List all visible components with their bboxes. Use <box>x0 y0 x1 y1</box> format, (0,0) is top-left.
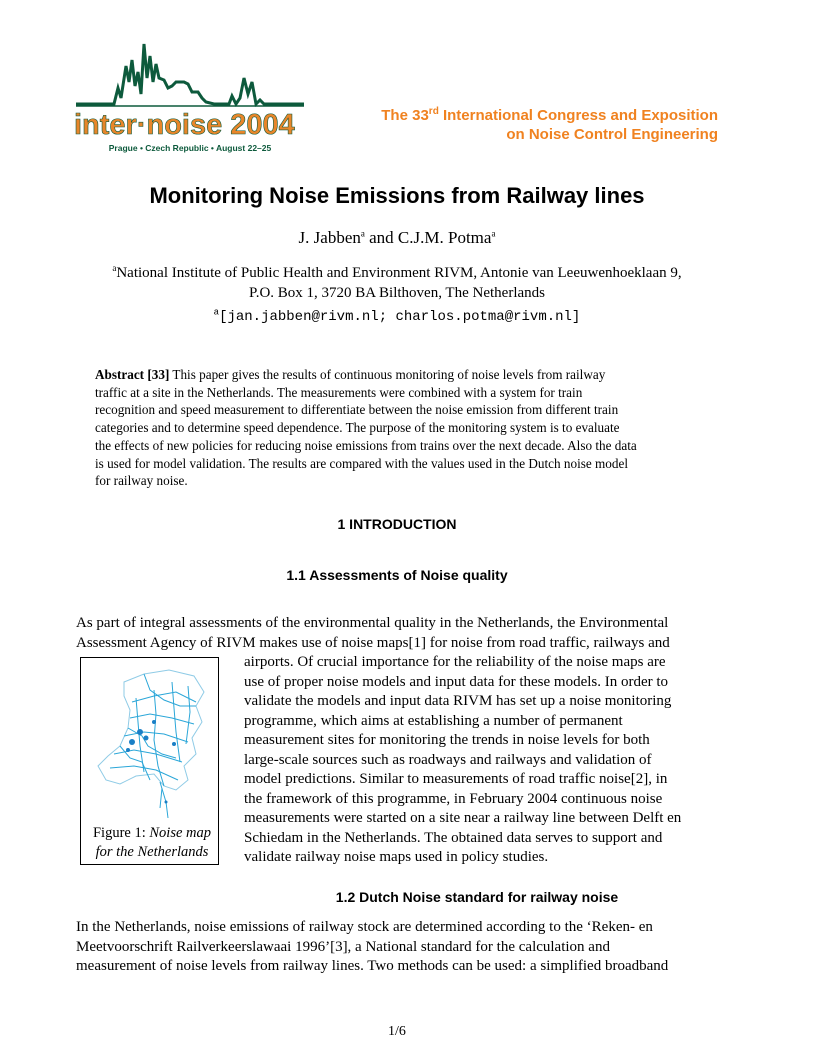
logo-subtitle: Prague • Czech Republic • August 22–25 <box>108 143 272 153</box>
subsection-heading-assessments: 1.1 Assessments of Noise quality <box>286 567 508 583</box>
noise-waveform-icon <box>76 44 304 104</box>
page-number: 1/6 <box>388 1024 406 1039</box>
netherlands-noise-map-image <box>84 662 216 822</box>
affiliation: $^a$National Institute of Public Health and Environment RIVM, Antonie van Leeuwenhoeklaan 9, P.O. Box 1, 3720 BA Bilthoven, The Netherlands <box>112 263 682 301</box>
subsection-heading-dutch-standard: 1.2 Dutch Noise standard for railway noise <box>335 889 619 905</box>
section-heading-introduction: 1 INTRODUCTION <box>337 516 457 532</box>
abstract-label: Abstract [33] <box>95 367 170 382</box>
paper-title: Monitoring Noise Emissions from Railway lines <box>149 183 645 208</box>
congress-name: The 33rd International Congress and Exposition on Noise Control Engineering <box>381 106 718 143</box>
dutch-standard-paragraph: In the Netherlands, noise emissions of railway stock are determined according to the ‘Reken- en Meetvoorschrift Railverkeerslawaai 1996’[3], a National standard for the calculation and measurement of noise levels from railway lines. Two methods can be used: a simplified broadband <box>76 919 669 974</box>
intro-paragraph-wrapped: airports. Of crucial importance for the reliability of the noise maps are use of proper noise models and input data for these models. In order to validate the models and input data RIVM has set up a noise monitoring programme, which aims at establishing a number of permanent measurement sites for monitoring the trends in noise levels for both large-scale sources such as roadways and railways and validation of model predictions. Similar to measurements of road traffic noise[2], in the framework of this programme, in February 2004 continuous noise measurements were started on a site near a railway line between Delft en Schiedam in the Netherlands. The obtained data serves to support and validate railway noise maps used in policy studies. <box>244 654 682 865</box>
intro-paragraph: As part of integral assessments of the environmental quality in the Netherlands, the Environmental Assessment Agency of RIVM makes use of noise maps[1] for noise from road traffic, railways and <box>76 615 670 651</box>
figure-1-caption: Figure 1: Noise map for the Netherlands <box>92 825 211 860</box>
logo-wordmark: inter·noise 2004 <box>74 109 295 141</box>
abstract: Abstract [33] This paper gives the results of continuous monitoring of noise levels from railway traffic at a site in the Netherlands. The measurements were combined with a system for train recognition and speed measurement to differentiate between the noise emission from different train categories and to determine speed dependence. The purpose of the monitoring system is to evaluate the effects of new policies for reducing noise emissions from trains over the next decade. Also the data is used for model validation. The results are compared with the values used in the Dutch noise model for railway noise. <box>95 367 637 489</box>
author-emails: $^a$[jan.jabben@rivm.nl; charlos.potma@rivm.nl] <box>213 307 581 325</box>
authors: J. Jabben$^a$ and C.J.M. Potma$^a$ <box>298 228 496 247</box>
